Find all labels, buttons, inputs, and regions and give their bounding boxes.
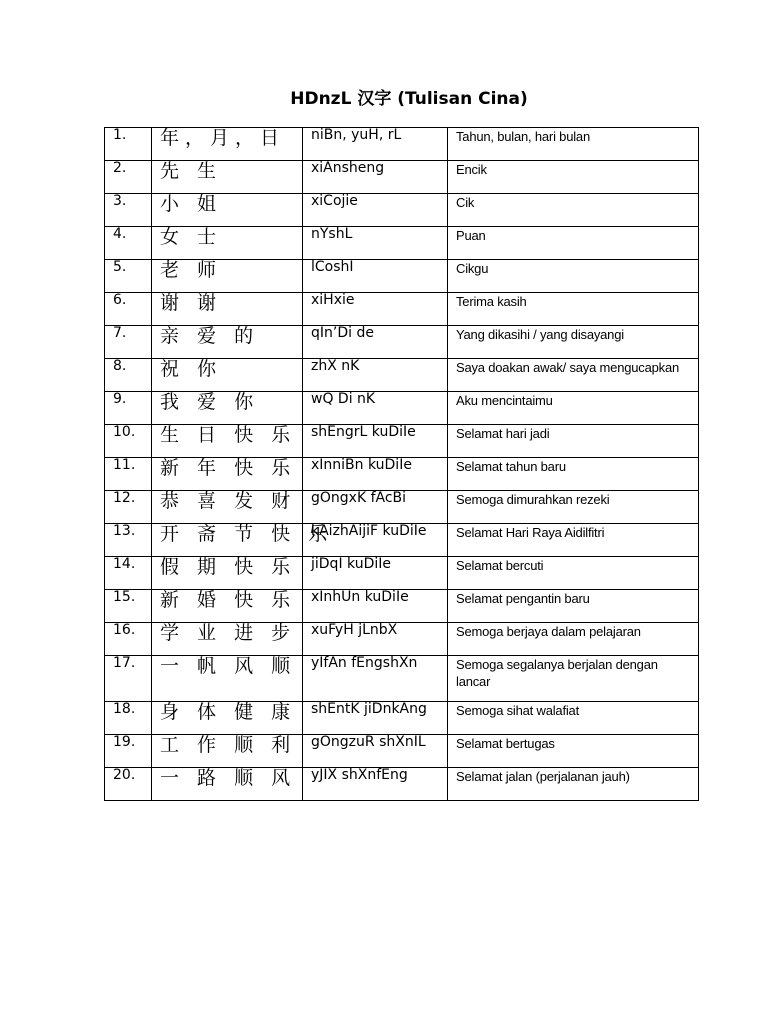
malay-text: Selamat hari jadi [456, 426, 550, 441]
table-row [105, 359, 699, 392]
malay-text: Selamat bertugas [456, 736, 555, 751]
row-number: 7. [105, 326, 152, 359]
table-row [105, 293, 699, 326]
pinyin-cell: zhX nK [303, 359, 448, 392]
hanzi-cell: 一 帆 风 顺 [152, 656, 303, 702]
row-number: 6. [105, 293, 152, 326]
malay-text: Saya doakan awak/ saya mengucapkan [456, 360, 680, 375]
table-row [105, 392, 699, 425]
pinyin-cell: lCoshI [303, 260, 448, 293]
malay-text: Semoga segalanya berjalan dengan [456, 657, 658, 672]
table-row [105, 458, 699, 491]
row-number: 15. [105, 590, 152, 623]
malay-cell [448, 458, 699, 491]
row-number: 13. [105, 524, 152, 557]
table-row [105, 524, 699, 557]
row-number: 5. [105, 260, 152, 293]
hanzi-cell: 生 日 快 乐 [152, 425, 303, 458]
row-number: 16. [105, 623, 152, 656]
malay-cell [448, 359, 699, 392]
pinyin-cell: kAizhAijiF kuDiIe [303, 524, 448, 557]
malay-text: Cik [456, 195, 475, 210]
hanzi-cell: 谢 谢 [152, 293, 303, 326]
pinyin-cell: xInniBn kuDiIe [303, 458, 448, 491]
hanzi-cell: 新 年 快 乐 [152, 458, 303, 491]
malay-cell [448, 557, 699, 590]
pinyin-cell: shEntK jiDnkAng [303, 702, 448, 735]
pinyin-cell: qIn’Di de [303, 326, 448, 359]
malay-cell [448, 392, 699, 425]
row-number: 9. [105, 392, 152, 425]
malay-text: Cikgu [456, 261, 489, 276]
malay-cell [448, 590, 699, 623]
row-number: 1. [105, 128, 152, 161]
malay-text-continued: lancar [456, 674, 491, 689]
malay-cell [448, 656, 699, 702]
pinyin-cell: gOngxK fAcBi [303, 491, 448, 524]
table-row [105, 128, 699, 161]
malay-text: Selamat bercuti [456, 558, 544, 573]
table-row [105, 194, 699, 227]
malay-text: Semoga berjaya dalam pelajaran [456, 624, 641, 639]
malay-cell [448, 491, 699, 524]
hanzi-cell: 小 姐 [152, 194, 303, 227]
pinyin-cell: jiDqI kuDiIe [303, 557, 448, 590]
vocabulary-table [104, 127, 699, 801]
row-number: 4. [105, 227, 152, 260]
hanzi-cell: 亲 爱 的 [152, 326, 303, 359]
row-number: 3. [105, 194, 152, 227]
pinyin-cell: xiAnsheng [303, 161, 448, 194]
hanzi-cell: 学 业 进 步 [152, 623, 303, 656]
malay-cell [448, 128, 699, 161]
malay-text: Encik [456, 162, 487, 177]
pinyin-cell: xInhUn kuDiIe [303, 590, 448, 623]
malay-cell [448, 524, 699, 557]
pinyin-cell: xiCojie [303, 194, 448, 227]
pinyin-cell: xuFyH jLnbX [303, 623, 448, 656]
pinyin-cell: yJIX shXnfEng [303, 768, 448, 801]
pinyin-cell: nYshL [303, 227, 448, 260]
malay-cell [448, 768, 699, 801]
table-row [105, 735, 699, 768]
row-number: 2. [105, 161, 152, 194]
hanzi-cell: 新 婚 快 乐 [152, 590, 303, 623]
malay-cell [448, 623, 699, 656]
malay-text: Semoga dimurahkan rezeki [456, 492, 610, 507]
pinyin-cell: yIfAn fEngshXn [303, 656, 448, 702]
table-row [105, 161, 699, 194]
row-number: 12. [105, 491, 152, 524]
malay-cell [448, 425, 699, 458]
table-row [105, 702, 699, 735]
table-row [105, 623, 699, 656]
hanzi-cell: 身 体 健 康 [152, 702, 303, 735]
row-number: 18. [105, 702, 152, 735]
malay-cell [448, 194, 699, 227]
pinyin-cell: shEngrL kuDiIe [303, 425, 448, 458]
row-number: 14. [105, 557, 152, 590]
hanzi-cell: 祝 你 [152, 359, 303, 392]
hanzi-cell: 一 路 顺 风 [152, 768, 303, 801]
table-row [105, 590, 699, 623]
malay-text: Semoga sihat walafiat [456, 703, 579, 718]
malay-cell [448, 161, 699, 194]
malay-text: Puan [456, 228, 486, 243]
malay-cell [448, 227, 699, 260]
malay-text: Aku mencintaimu [456, 393, 553, 408]
malay-cell [448, 293, 699, 326]
hanzi-cell: 恭 喜 发 财 [152, 491, 303, 524]
malay-text: Selamat jalan (perjalanan jauh) [456, 769, 630, 784]
hanzi-cell: 女 士 [152, 227, 303, 260]
hanzi-cell: 工 作 顺 利 [152, 735, 303, 768]
document-title: HDnzL 汉字 (Tulisan Cina) [290, 89, 528, 109]
row-number: 8. [105, 359, 152, 392]
table-row [105, 227, 699, 260]
pinyin-cell: gOngzuR shXnIL [303, 735, 448, 768]
row-number: 19. [105, 735, 152, 768]
table-row [105, 425, 699, 458]
malay-text: Tahun, bulan, hari bulan [456, 129, 590, 144]
malay-text: Selamat tahun baru [456, 459, 566, 474]
malay-text: Terima kasih [456, 294, 527, 309]
table-row [105, 557, 699, 590]
malay-cell [448, 260, 699, 293]
malay-text: Selamat pengantin baru [456, 591, 590, 606]
malay-cell [448, 326, 699, 359]
table-row [105, 768, 699, 801]
row-number: 17. [105, 656, 152, 702]
table-row [105, 326, 699, 359]
pinyin-cell: niBn, yuH, rL [303, 128, 448, 161]
malay-cell [448, 735, 699, 768]
row-number: 20. [105, 768, 152, 801]
table-row [105, 260, 699, 293]
row-number: 11. [105, 458, 152, 491]
malay-cell [448, 702, 699, 735]
malay-text: Selamat Hari Raya Aidilfitri [456, 525, 605, 540]
hanzi-cell: 我 爱 你 [152, 392, 303, 425]
table-row [105, 656, 699, 702]
table-row [105, 491, 699, 524]
hanzi-cell: 老 师 [152, 260, 303, 293]
hanzi-cell: 先 生 [152, 161, 303, 194]
hanzi-cell: 假 期 快 乐 [152, 557, 303, 590]
pinyin-cell: xiHxie [303, 293, 448, 326]
hanzi-cell: 开 斋 节 快 乐 [152, 524, 303, 557]
hanzi-cell: 年，月，日 [152, 128, 303, 161]
pinyin-cell: wQ Di nK [303, 392, 448, 425]
row-number: 10. [105, 425, 152, 458]
malay-text: Yang dikasihi / yang disayangi [456, 327, 624, 342]
